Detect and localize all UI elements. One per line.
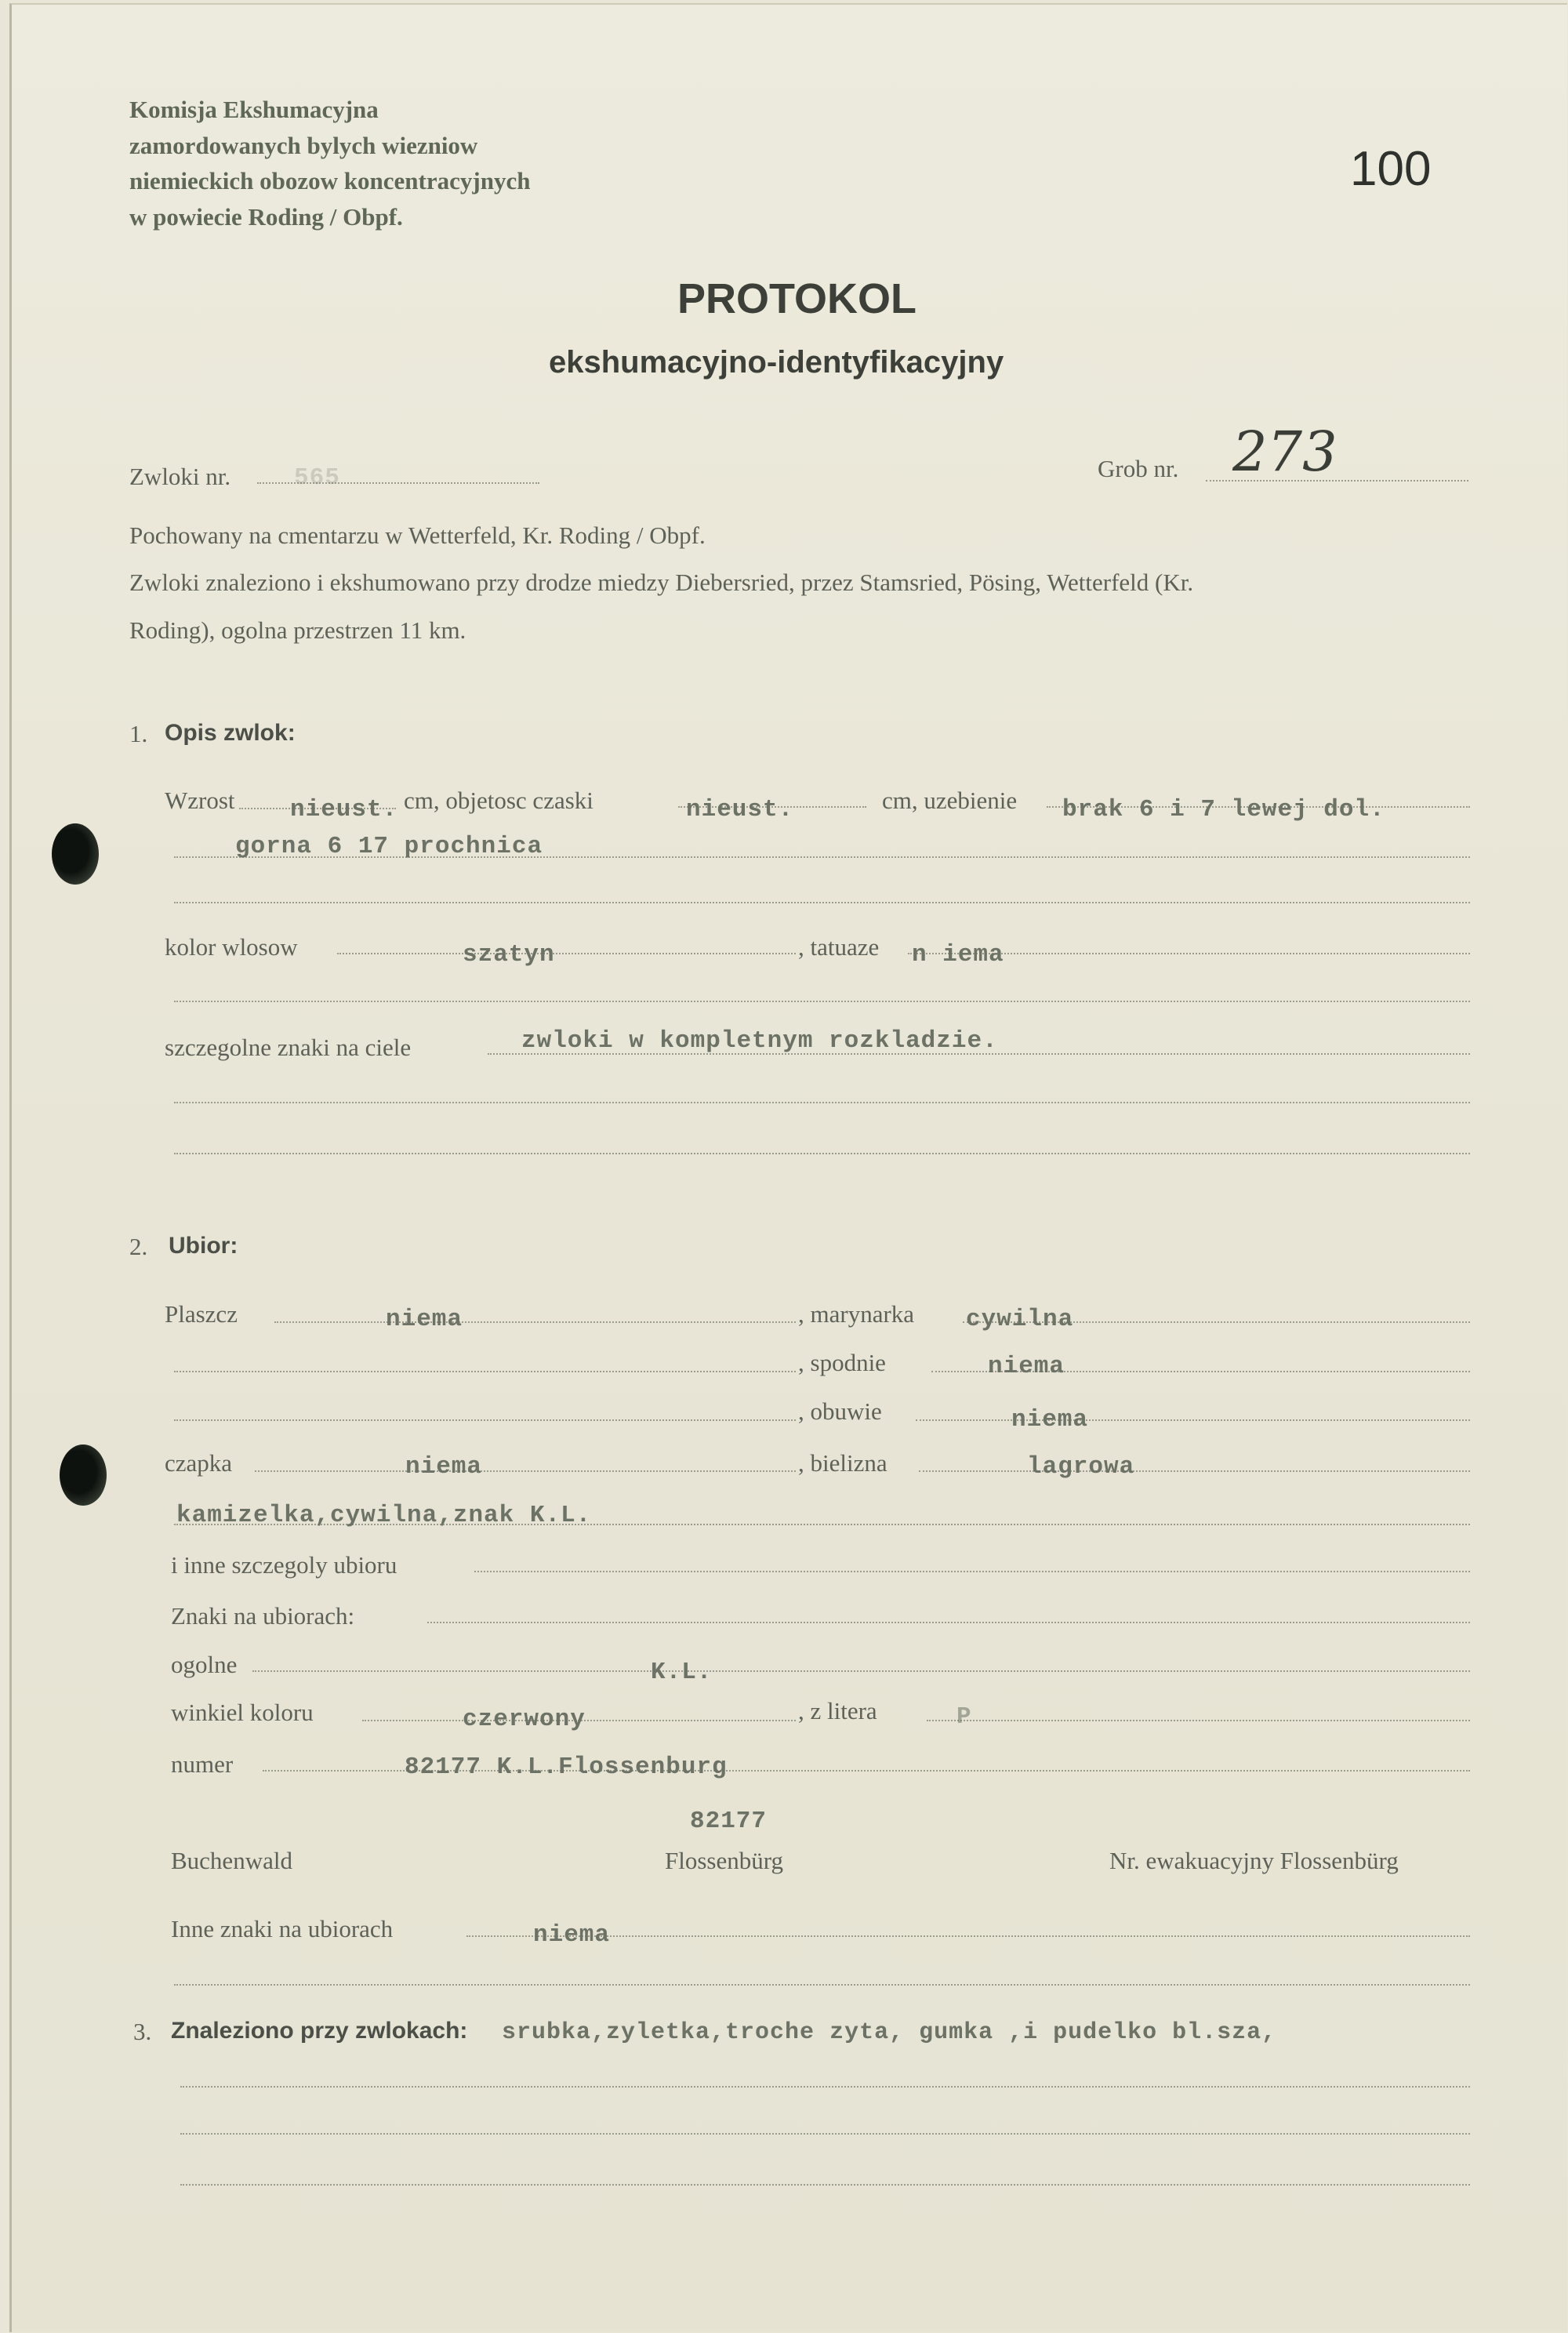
section-3-line-2 — [180, 2133, 1470, 2135]
opis-blank-line — [174, 902, 1470, 903]
section-3-line-1 — [180, 2086, 1470, 2088]
punch-hole-top — [52, 823, 99, 885]
znaki-blank-line-1 — [174, 1102, 1470, 1103]
znaki-ubiorach-label: Znaki na ubiorach: — [171, 1602, 355, 1630]
bielizna-label: , bielizna — [798, 1449, 887, 1477]
section-3-heading: Znaleziono przy zwlokach: — [171, 2018, 468, 2044]
obuwie-value: niema — [1011, 1406, 1089, 1434]
obuwie-line — [916, 1419, 1470, 1421]
plaszcz-blank-line-1 — [174, 1371, 796, 1372]
section-1-number: 1. — [129, 720, 148, 747]
flossenburg-label: Flossenbürg — [665, 1847, 784, 1874]
uzebienie-label: cm, uzebienie — [882, 787, 1018, 814]
tatuaze-label: , tatuaze — [798, 933, 880, 961]
plaszcz-blank-line-2 — [174, 1419, 796, 1421]
kolor-blank-line — [174, 1001, 1470, 1002]
section-1-heading: Opis zwlok: — [165, 720, 296, 746]
czapka-line — [255, 1470, 796, 1472]
wzrost-label: Wzrost — [165, 787, 235, 814]
inne-szczegoly-line — [474, 1571, 1470, 1572]
header-line-3: niemieckich obozow koncentracyjnych — [129, 167, 531, 194]
znaki-blank-line-2 — [174, 1153, 1470, 1154]
ogolne-label: ogolne — [171, 1651, 238, 1678]
litera-label: , z litera — [798, 1697, 877, 1724]
kamizelka-value: kamizelka,cywilna,znak K.L. — [176, 1502, 592, 1529]
litera-line — [927, 1720, 1470, 1721]
marynarka-label: , marynarka — [798, 1300, 915, 1328]
czapka-value: niema — [405, 1453, 483, 1481]
tatuaze-value: n iema — [912, 941, 1004, 968]
bielizna-value: lagrowa — [1027, 1453, 1135, 1481]
inne-znaki-blank-line — [174, 1984, 1470, 1986]
znaleziono-text-1: Zwloki znaleziono i ekshumowano przy drodze miedzy Diebersried, przez Stamsried, Pösing, Wetterfeld (Kr. — [129, 569, 1194, 596]
wzrost-value: nieust. — [290, 796, 398, 823]
winkiel-label: winkiel koloru — [171, 1699, 314, 1726]
header-line-1: Komisja Ekshumacyjna — [129, 96, 379, 123]
znaleziono-text-2: Roding), ogolna przestrzen 11 km. — [129, 616, 466, 644]
zwloki-value: 565 — [294, 464, 340, 492]
bielizna-line — [919, 1470, 1470, 1472]
header-line-2: zamordowanych bylych wiezniow — [129, 132, 478, 159]
section-2-number: 2. — [129, 1233, 148, 1260]
inne-znaki-line — [466, 1935, 1470, 1937]
zwloki-label: Zwloki nr. — [129, 463, 231, 490]
grob-label: Grob nr. — [1098, 455, 1179, 482]
punch-hole-bottom — [60, 1444, 107, 1506]
kolor-line — [337, 953, 796, 954]
spodnie-value: niema — [988, 1353, 1065, 1380]
czaszka-value: nieust. — [686, 796, 794, 823]
ogolne-line — [252, 1670, 1470, 1672]
page-number: 100 — [1350, 142, 1432, 196]
buchenwald-label: Buchenwald — [171, 1847, 292, 1874]
plaszcz-value: niema — [386, 1306, 463, 1333]
uzebienie-value-2: gorna 6 17 prochnica — [235, 833, 543, 860]
numer-label: numer — [171, 1750, 234, 1778]
obuwie-label: , obuwie — [798, 1397, 882, 1425]
ogolne-value: K.L. — [651, 1659, 713, 1686]
litera-value: P — [956, 1703, 972, 1731]
inne-szczegoly-label: i inne szczegoly ubioru — [171, 1551, 397, 1579]
winkiel-value: czerwony — [463, 1706, 586, 1733]
ewakuacyjny-label: Nr. ewakuacyjny Flossenbürg — [1109, 1847, 1399, 1874]
grob-value: 273 — [1232, 420, 1338, 484]
spodnie-label: , spodnie — [798, 1349, 886, 1376]
inne-znaki-label: Inne znaki na ubiorach — [171, 1915, 394, 1942]
document-title: PROTOKOL — [677, 275, 917, 322]
znaki-value: zwloki w kompletnym rozkladzie. — [521, 1027, 998, 1055]
section-2-heading: Ubior: — [169, 1233, 238, 1259]
section-3-value: srubka,zyletka,troche zyta, gumka ,i pudelko bl.sza, — [502, 2019, 1277, 2046]
marynarka-value: cywilna — [966, 1306, 1074, 1333]
inne-znaki-value: niema — [533, 1921, 611, 1949]
numer-value: 82177 K.L.Flossenburg — [405, 1753, 728, 1781]
kolor-value: szatyn — [463, 941, 555, 968]
znaki-ubiorach-line — [427, 1622, 1470, 1623]
pochowany-text: Pochowany na cmentarzu w Wetterfeld, Kr. Roding / Obpf. — [129, 521, 706, 549]
section-3-number: 3. — [133, 2018, 152, 2045]
czapka-label: czapka — [165, 1449, 233, 1477]
header-line-4: w powiecie Roding / Obpf. — [129, 203, 403, 231]
czaszka-label: cm, objetosc czaski — [404, 787, 593, 814]
kolor-label: kolor wlosow — [165, 933, 298, 961]
numer-value-flossenburg: 82177 — [690, 1808, 768, 1835]
plaszcz-label: Plaszcz — [165, 1300, 238, 1328]
section-3-line-3 — [180, 2184, 1470, 2186]
uzebienie-value-1: brak 6 i 7 lewej dol. — [1062, 796, 1385, 823]
znaki-label: szczegolne znaki na ciele — [165, 1034, 412, 1061]
plaszcz-line — [274, 1321, 796, 1323]
document-subtitle: ekshumacyjno-identyfikacyjny — [549, 345, 1004, 380]
